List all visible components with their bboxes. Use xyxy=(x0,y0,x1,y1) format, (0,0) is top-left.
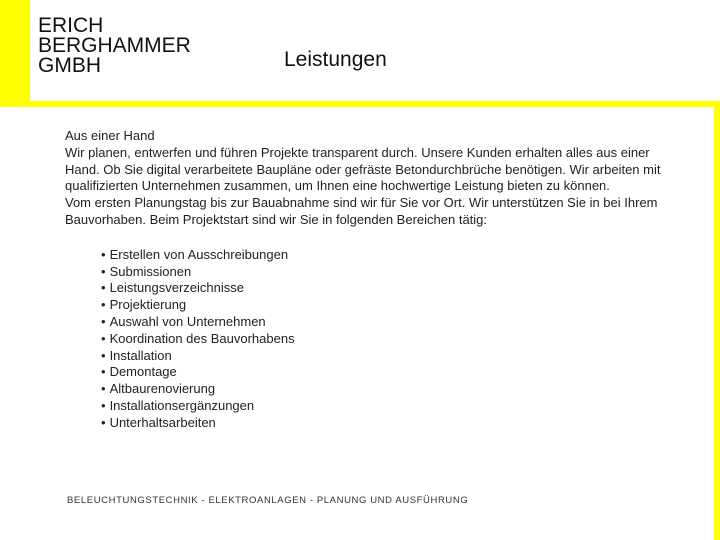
services-intro-paragraph: Vom ersten Planungstag bis zur Bauabnahme sind wir für Sie vor Ort. Wir unterstützen Sie in bei Ihrem Bauvorhaben. Beim Projektstart sind wir Sie in folgenden Bereichen tätig: xyxy=(65,195,658,227)
list-item: • Installation xyxy=(101,348,685,365)
list-item: • Koordination des Bauvorhabens xyxy=(101,331,685,348)
list-item: • Altbaurenovierung xyxy=(101,381,685,398)
company-name-line-1: ERICH xyxy=(38,14,104,37)
accent-bar-right xyxy=(714,107,720,540)
list-item: • Leistungsverzeichnisse xyxy=(101,280,685,297)
list-item: • Submissionen xyxy=(101,264,685,281)
section-heading: Aus einer Hand xyxy=(65,128,155,143)
page-title: Leistungen xyxy=(284,48,387,71)
list-item: • Projektierung xyxy=(101,297,685,314)
services-list xyxy=(101,247,685,432)
company-name-line-2: BERGHAMMER xyxy=(38,34,191,57)
company-name xyxy=(38,16,191,76)
accent-bar-left xyxy=(0,0,30,106)
intro-paragraph: Wir planen, entwerfen und führen Projekte transparent durch. Unsere Kunden erhalten alles aus einer Hand. Ob Sie digital verarbeitete Baupläne oder gefräste Betondurchbrüche benötigen. Wir arbeiten mit qualifizierten Unternehmen zusammen, um Ihnen eine hochwertige Leistung bieten zu können. xyxy=(65,144,661,194)
accent-bar-horizontal xyxy=(0,101,720,107)
footer-tagline: BELEUCHTUNGSTECHNIK - ELEKTROANLAGEN - PLANUNG UND AUSFÜHRUNG xyxy=(67,495,469,506)
list-item: • Installationsergänzungen xyxy=(101,398,685,415)
list-item: • Erstellen von Ausschreibungen xyxy=(101,247,685,264)
company-name-line-3: GMBH xyxy=(38,54,101,77)
list-item: • Demontage xyxy=(101,364,685,381)
main-content xyxy=(65,128,685,432)
list-item: • Auswahl von Unternehmen xyxy=(101,314,685,331)
list-item: • Unterhaltsarbeiten xyxy=(101,415,685,432)
